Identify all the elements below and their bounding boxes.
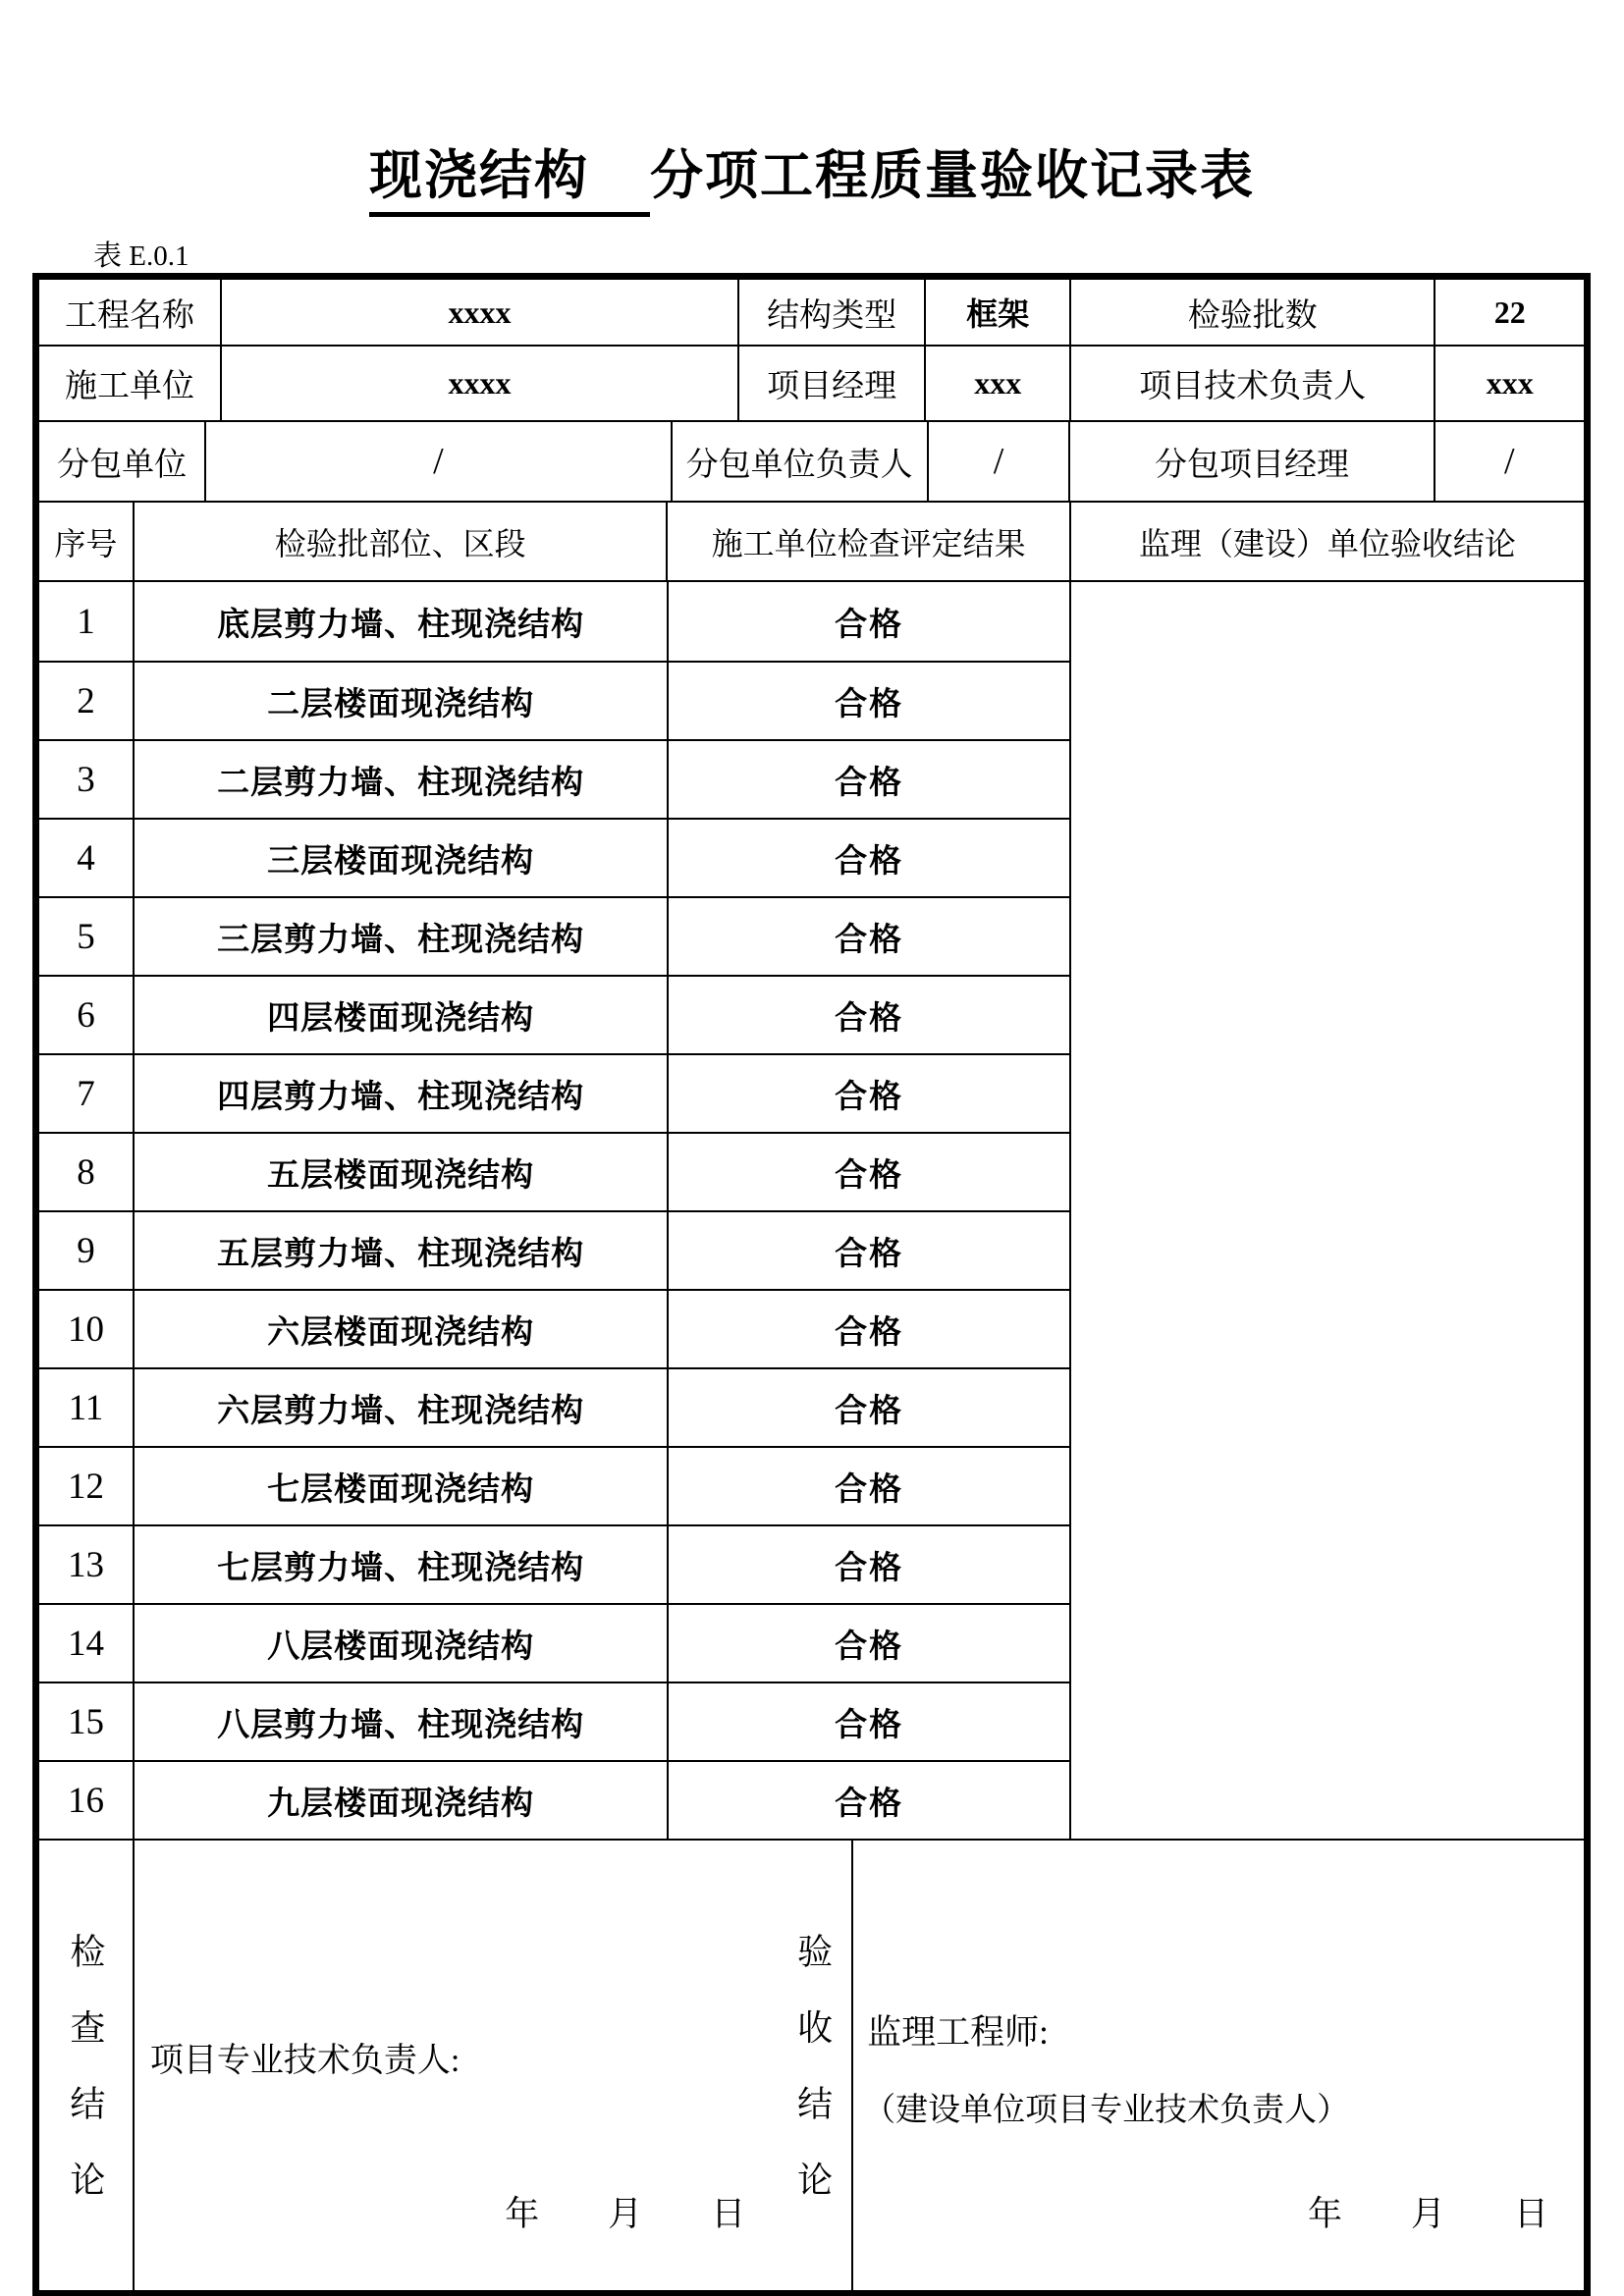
row-location-cell: 六层剪力墙、柱现浇结构 xyxy=(133,1369,667,1446)
table-row xyxy=(39,1603,1069,1682)
table-row xyxy=(39,1132,1069,1210)
table-row xyxy=(39,1760,1069,1839)
acceptance-date-line: 年 月 日 xyxy=(1307,2195,1548,2233)
supervisor-engineer-label: 监理工程师: xyxy=(867,2013,1049,2052)
row-result-cell: 合格 xyxy=(667,820,1069,896)
table-row xyxy=(39,1367,1069,1446)
project-manager-value: xxx xyxy=(924,347,1069,420)
row-number-cell: 5 xyxy=(77,916,95,957)
row-result-cell: 合格 xyxy=(667,1134,1069,1210)
row-location-cell: 五层剪力墙、柱现浇结构 xyxy=(133,1212,667,1289)
table-row xyxy=(39,1053,1069,1132)
construction-unit-value: xxxx xyxy=(220,347,737,420)
row-location-cell: 五层楼面现浇结构 xyxy=(133,1134,667,1210)
row-result-cell: 合格 xyxy=(667,582,1069,661)
acceptance-conclusion-label-cell xyxy=(775,1841,851,2290)
check-conclusion-cell xyxy=(133,1841,775,2290)
check-conclusion-label: 检查结论 xyxy=(65,1932,105,2237)
table-row xyxy=(39,1210,1069,1289)
row-number-cell: 10 xyxy=(67,1308,104,1350)
row-location-cell: 四层剪力墙、柱现浇结构 xyxy=(133,1055,667,1132)
structure-type-label: 结构类型 xyxy=(737,280,924,345)
row-result-cell: 合格 xyxy=(667,741,1069,818)
row-location-cell: 七层楼面现浇结构 xyxy=(133,1448,667,1524)
subcontractor-head-value: / xyxy=(927,422,1069,501)
row-result-cell: 合格 xyxy=(667,1683,1069,1760)
table-row xyxy=(39,896,1069,975)
table-row xyxy=(39,975,1069,1053)
title-rest: 分项工程质量验收记录表 xyxy=(650,146,1255,205)
batch-count-value: 22 xyxy=(1434,280,1584,345)
row-location-cell: 八层楼面现浇结构 xyxy=(133,1605,667,1682)
table-row xyxy=(39,1446,1069,1524)
row-result-cell: 合格 xyxy=(667,1291,1069,1367)
table-row xyxy=(39,661,1069,739)
row-number-cell: 4 xyxy=(77,837,95,879)
row-location-cell: 底层剪力墙、柱现浇结构 xyxy=(133,582,667,661)
row-result-cell: 合格 xyxy=(667,1605,1069,1682)
row-number-cell: 14 xyxy=(67,1623,104,1664)
info-row-subcontractor xyxy=(39,420,1584,501)
row-number-cell: 15 xyxy=(67,1701,104,1742)
structure-type-value: 框架 xyxy=(924,280,1069,345)
acceptance-conclusion-cell xyxy=(851,1841,1584,2290)
supervisor-engineer-note: （建设单位项目专业技术负责人） xyxy=(863,2093,1350,2128)
inspection-rows xyxy=(39,582,1069,1839)
subcontract-pm-value: / xyxy=(1434,422,1584,501)
table-row xyxy=(39,582,1069,661)
col-header-result: 施工单位检查评定结果 xyxy=(666,503,1069,580)
row-result-cell: 合格 xyxy=(667,977,1069,1053)
col-header-no: 序号 xyxy=(54,525,118,561)
title-structure-type: 现浇结构 xyxy=(369,133,650,217)
row-number-cell: 2 xyxy=(77,680,95,721)
table-header-row xyxy=(39,501,1584,580)
row-result-cell: 合格 xyxy=(667,663,1069,739)
row-location-cell: 四层楼面现浇结构 xyxy=(133,977,667,1053)
conclusion-row xyxy=(39,1839,1584,2290)
row-number-cell: 9 xyxy=(77,1230,95,1271)
supervision-conclusion-cell xyxy=(1069,582,1584,1839)
table-row xyxy=(39,1289,1069,1367)
row-result-cell: 合格 xyxy=(667,898,1069,975)
row-result-cell: 合格 xyxy=(667,1526,1069,1603)
row-location-cell: 七层剪力墙、柱现浇结构 xyxy=(133,1526,667,1603)
table-row xyxy=(39,818,1069,896)
row-number-cell: 12 xyxy=(67,1466,104,1507)
check-date-line: 年 月 日 xyxy=(505,2195,746,2233)
tech-director-value: xxx xyxy=(1434,347,1584,420)
acceptance-table xyxy=(32,273,1591,2296)
row-number-cell: 3 xyxy=(77,759,95,800)
row-location-cell: 三层剪力墙、柱现浇结构 xyxy=(133,898,667,975)
subcontractor-value: / xyxy=(204,422,670,501)
page-title xyxy=(0,133,1624,217)
row-result-cell: 合格 xyxy=(667,1055,1069,1132)
batch-count-label: 检验批数 xyxy=(1069,280,1434,345)
table-row xyxy=(39,1682,1069,1760)
col-header-supervision: 监理（建设）单位验收结论 xyxy=(1069,503,1584,580)
table-row xyxy=(39,1524,1069,1603)
row-number-cell: 1 xyxy=(77,601,95,642)
tech-director-label: 项目技术负责人 xyxy=(1069,347,1434,420)
row-location-cell: 九层楼面现浇结构 xyxy=(133,1762,667,1839)
table-code: 表 E.0.1 xyxy=(93,240,189,272)
row-location-cell: 六层楼面现浇结构 xyxy=(133,1291,667,1367)
table-row xyxy=(39,739,1069,818)
row-result-cell: 合格 xyxy=(667,1762,1069,1839)
row-result-cell: 合格 xyxy=(667,1212,1069,1289)
row-location-cell: 八层剪力墙、柱现浇结构 xyxy=(133,1683,667,1760)
row-number-cell: 7 xyxy=(77,1073,95,1114)
subcontractor-label: 分包单位 xyxy=(57,447,188,483)
row-number-cell: 8 xyxy=(77,1151,95,1193)
project-manager-label: 项目经理 xyxy=(737,347,924,420)
data-region xyxy=(39,580,1584,1839)
row-location-cell: 二层楼面现浇结构 xyxy=(133,663,667,739)
row-number-cell: 16 xyxy=(67,1780,104,1821)
row-number-cell: 13 xyxy=(67,1544,104,1585)
acceptance-conclusion-label: 验收结论 xyxy=(792,1932,833,2237)
row-location-cell: 二层剪力墙、柱现浇结构 xyxy=(133,741,667,818)
row-result-cell: 合格 xyxy=(667,1448,1069,1524)
row-number-cell: 6 xyxy=(77,994,95,1036)
row-location-cell: 三层楼面现浇结构 xyxy=(133,820,667,896)
row-result-cell: 合格 xyxy=(667,1369,1069,1446)
check-signer-label: 项目专业技术负责人: xyxy=(149,2043,460,2079)
subcontract-pm-label: 分包项目经理 xyxy=(1068,422,1433,501)
subcontractor-head-label: 分包单位负责人 xyxy=(671,422,927,501)
construction-unit-label: 施工单位 xyxy=(65,369,195,404)
project-name-label: 工程名称 xyxy=(65,297,195,334)
check-conclusion-label-cell xyxy=(39,1841,133,2290)
col-header-location: 检验批部位、区段 xyxy=(133,503,666,580)
project-name-value: xxxx xyxy=(220,280,737,345)
info-row-project xyxy=(39,280,1584,345)
info-row-construction-unit xyxy=(39,345,1584,420)
row-number-cell: 11 xyxy=(68,1387,104,1428)
